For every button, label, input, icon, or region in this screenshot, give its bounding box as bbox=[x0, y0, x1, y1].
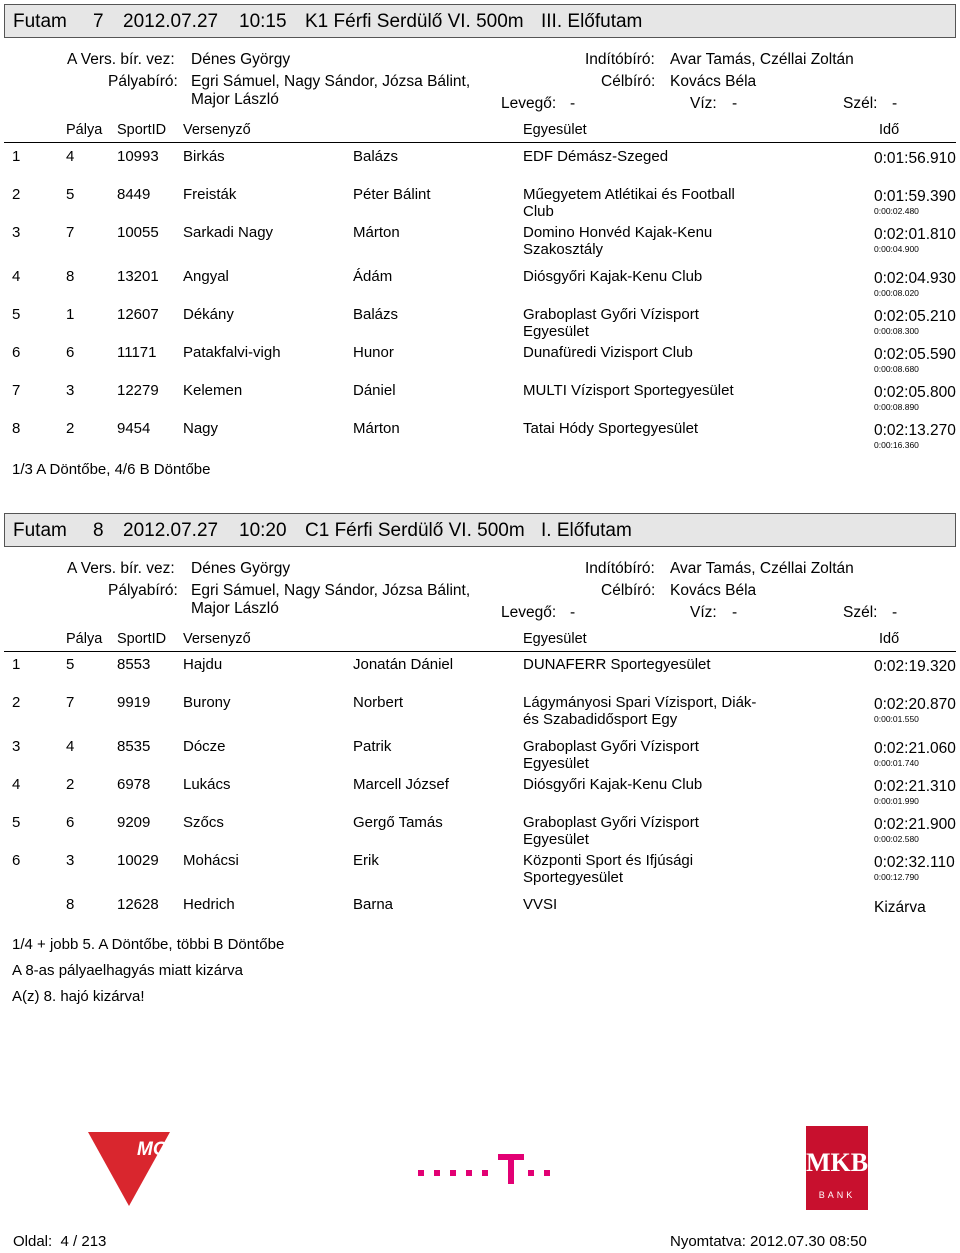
cell-lane: 7 bbox=[66, 694, 75, 711]
cell-place: 4 bbox=[12, 268, 21, 285]
cell-first: Marcell József bbox=[353, 776, 449, 793]
page-number: Oldal: 4 / 213 bbox=[13, 1233, 107, 1250]
cell-id: 10055 bbox=[117, 224, 159, 241]
heat-title-futam: Futam bbox=[13, 520, 67, 541]
column-header-name: Versenyző bbox=[183, 631, 251, 647]
official-finish-label: Célbíró: bbox=[601, 73, 656, 90]
official-starter-name: Avar Tamás, Czéllai Zoltán bbox=[670, 560, 854, 577]
column-header-sportid: SportID bbox=[117, 631, 167, 647]
cell-last: Birkás bbox=[183, 148, 225, 165]
cell-first: Hunor bbox=[353, 344, 394, 361]
table-row bbox=[0, 268, 960, 304]
cell-last: Burony bbox=[183, 694, 231, 711]
heat-header bbox=[4, 513, 956, 547]
heat-title-no: 7 bbox=[93, 11, 104, 32]
cell-time-diff: 0:00:08.680 bbox=[874, 364, 919, 374]
table-row bbox=[0, 148, 960, 184]
cell-last: Angyal bbox=[183, 268, 229, 285]
table-row bbox=[0, 656, 960, 692]
column-header-time: Idő bbox=[879, 631, 900, 647]
heat-note: A(z) 8. hajó kizárva! bbox=[12, 988, 145, 1005]
cell-club: Tatai Hódy Sportegyesület bbox=[523, 420, 699, 437]
cell-place: 2 bbox=[12, 694, 21, 711]
cell-first: Ádám bbox=[353, 268, 393, 285]
mkb-logo bbox=[806, 1126, 868, 1210]
official-course-label: Pályabíró: bbox=[108, 582, 178, 599]
cell-lane: 2 bbox=[66, 776, 75, 793]
cell-last: Szőcs bbox=[183, 814, 224, 831]
cell-place: 5 bbox=[12, 814, 21, 831]
heat-title-event: K1 Férfi Serdülő VI. 500m bbox=[305, 11, 524, 32]
cell-place: 3 bbox=[12, 224, 21, 241]
cell-place: 8 bbox=[12, 420, 21, 437]
official-wind-label: Szél: bbox=[843, 604, 878, 621]
cell-first: Márton bbox=[353, 224, 400, 241]
cell-club: Lágymányosi Spari Vízisport, Diák- és Szabadidősport Egy bbox=[523, 694, 757, 728]
cell-id: 10993 bbox=[117, 148, 159, 165]
cell-last: Dékány bbox=[183, 306, 234, 323]
official-starter-name: Avar Tamás, Czéllai Zoltán bbox=[670, 51, 854, 68]
cell-club: Dunafüredi Vizisport Club bbox=[523, 344, 693, 361]
official-course-line2: Major László bbox=[191, 600, 279, 617]
cell-time-diff: 0:00:16.360 bbox=[874, 440, 919, 450]
cell-lane: 5 bbox=[66, 656, 75, 673]
cell-time-diff: 0:00:04.900 bbox=[874, 244, 919, 254]
official-wind-label: Szél: bbox=[843, 95, 878, 112]
official-air-value: - bbox=[570, 604, 576, 621]
cell-time-diff: 0:00:01.550 bbox=[874, 714, 919, 724]
official-wind-value: - bbox=[892, 604, 898, 621]
official-course-line1: Egri Sámuel, Nagy Sándor, Józsa Bálint, bbox=[191, 73, 471, 90]
official-water-value: - bbox=[732, 604, 738, 621]
cell-time: 0:02:21.900 bbox=[874, 816, 956, 833]
official-finish-name: Kovács Béla bbox=[670, 73, 757, 90]
cell-lane: 8 bbox=[66, 896, 75, 913]
cell-id: 13201 bbox=[117, 268, 159, 285]
official-air-label: Levegő: bbox=[501, 604, 557, 621]
cell-lane: 1 bbox=[66, 306, 75, 323]
table-row bbox=[0, 738, 960, 774]
cell-time: 0:02:05.590 bbox=[874, 346, 956, 363]
heat-note: A 8-as pályaelhagyás miatt kizárva bbox=[12, 962, 243, 979]
cell-id: 11171 bbox=[117, 344, 157, 361]
heat-title-time: 10:20 bbox=[239, 520, 287, 541]
table-row bbox=[0, 420, 960, 456]
cell-club: DUNAFERR Sportegyesület bbox=[523, 656, 711, 673]
cell-time: 0:02:21.310 bbox=[874, 778, 956, 795]
table-row bbox=[0, 852, 960, 888]
table-row bbox=[0, 306, 960, 342]
table-row bbox=[0, 694, 960, 730]
table-row bbox=[0, 224, 960, 260]
mol-logo-text: MOL bbox=[137, 1139, 180, 1160]
cell-club: Diósgyőri Kajak-Kenu Club bbox=[523, 776, 703, 793]
cell-last: Nagy bbox=[183, 420, 219, 437]
official-wind-value: - bbox=[892, 95, 898, 112]
column-header-club: Egyesület bbox=[523, 631, 587, 647]
cell-club: Graboplast Győri Vízisport Egyesület bbox=[523, 738, 699, 772]
heat-note: 1/4 + jobb 5. A Döntőbe, többi B Döntőbe bbox=[12, 936, 285, 953]
heat-title-round: I. Előfutam bbox=[541, 520, 632, 541]
cell-time: 0:02:04.930 bbox=[874, 270, 956, 287]
cell-id: 8449 bbox=[117, 186, 151, 203]
cell-place: 4 bbox=[12, 776, 21, 793]
table-row bbox=[0, 186, 960, 222]
official-chief-label: A Vers. bír. vez: bbox=[67, 560, 175, 577]
official-course-line2: Major László bbox=[191, 91, 279, 108]
cell-last: Sarkadi Nagy bbox=[183, 224, 274, 241]
cell-lane: 8 bbox=[66, 268, 75, 285]
cell-lane: 6 bbox=[66, 814, 75, 831]
print-timestamp: Nyomtatva: 2012.07.30 08:50 bbox=[670, 1233, 867, 1250]
cell-first: Patrik bbox=[353, 738, 392, 755]
cell-time: 0:02:19.320 bbox=[874, 658, 956, 675]
official-starter-label: Indítóbíró: bbox=[585, 560, 655, 577]
cell-lane: 5 bbox=[66, 186, 75, 203]
cell-last: Mohácsi bbox=[183, 852, 239, 869]
column-header-sportid: SportID bbox=[117, 122, 167, 138]
cell-lane: 4 bbox=[66, 738, 75, 755]
cell-place: 1 bbox=[12, 656, 21, 673]
cell-lane: 2 bbox=[66, 420, 75, 437]
official-course-line1: Egri Sámuel, Nagy Sándor, Józsa Bálint, bbox=[191, 582, 471, 599]
official-finish-name: Kovács Béla bbox=[670, 582, 757, 599]
cell-place: 6 bbox=[12, 852, 21, 869]
header-rule bbox=[4, 142, 956, 143]
cell-last: Patakfalvi-vigh bbox=[183, 344, 281, 361]
table-row bbox=[0, 382, 960, 418]
cell-club: Műegyetem Atlétikai és Football Club bbox=[523, 186, 735, 220]
column-header-lane: Pálya bbox=[66, 631, 103, 647]
cell-id: 8553 bbox=[117, 656, 151, 673]
official-chief-label: A Vers. bír. vez: bbox=[67, 51, 175, 68]
cell-club: VVSI bbox=[523, 896, 558, 913]
cell-first: Péter Bálint bbox=[353, 186, 431, 203]
telekom-logo bbox=[410, 1150, 560, 1186]
heat-title-date: 2012.07.27 bbox=[123, 11, 219, 32]
cell-id: 9919 bbox=[117, 694, 151, 711]
cell-first: Gergő Tamás bbox=[353, 814, 443, 831]
cell-club: Graboplast Győri Vízisport Egyesület bbox=[523, 306, 699, 340]
cell-first: Márton bbox=[353, 420, 400, 437]
heat-title-round: III. Előfutam bbox=[541, 11, 643, 32]
header-rule bbox=[4, 651, 956, 652]
cell-time: 0:02:05.800 bbox=[874, 384, 956, 401]
heat-title-event: C1 Férfi Serdülő VI. 500m bbox=[305, 520, 525, 541]
heat-title-no: 8 bbox=[93, 520, 104, 541]
cell-last: Kelemen bbox=[183, 382, 243, 399]
heat-title-futam: Futam bbox=[13, 11, 67, 32]
cell-time: 0:01:59.390 bbox=[874, 188, 956, 205]
cell-id: 9454 bbox=[117, 420, 151, 437]
cell-place: 1 bbox=[12, 148, 21, 165]
cell-lane: 3 bbox=[66, 382, 75, 399]
cell-time: Kizárva bbox=[874, 899, 926, 916]
heat-title-time: 10:15 bbox=[239, 11, 287, 32]
mkb-bank-text: BANK bbox=[818, 1190, 856, 1200]
cell-time-diff: 0:00:02.580 bbox=[874, 834, 919, 844]
cell-time: 0:02:01.810 bbox=[874, 226, 956, 243]
cell-last: Hedrich bbox=[183, 896, 235, 913]
cell-club: MULTI Vízisport Sportegyesület bbox=[523, 382, 734, 399]
cell-id: 8535 bbox=[117, 738, 151, 755]
column-header-name: Versenyző bbox=[183, 122, 251, 138]
official-water-label: Víz: bbox=[690, 604, 717, 621]
cell-time-diff: 0:00:01.990 bbox=[874, 796, 919, 806]
cell-last: Hajdu bbox=[183, 656, 223, 673]
official-water-value: - bbox=[732, 95, 738, 112]
cell-time: 0:02:13.270 bbox=[874, 422, 956, 439]
cell-club: Domino Honvéd Kajak-Kenu Szakosztály bbox=[523, 224, 713, 258]
cell-time: 0:02:20.870 bbox=[874, 696, 956, 713]
official-water-label: Víz: bbox=[690, 95, 717, 112]
cell-id: 9209 bbox=[117, 814, 151, 831]
official-chief-name: Dénes György bbox=[191, 51, 291, 68]
official-finish-label: Célbíró: bbox=[601, 582, 656, 599]
cell-lane: 4 bbox=[66, 148, 75, 165]
cell-last: Freisták bbox=[183, 186, 237, 203]
heat-header bbox=[4, 4, 956, 38]
cell-time-diff: 0:00:12.790 bbox=[874, 872, 919, 882]
cell-time-diff: 0:00:08.020 bbox=[874, 288, 919, 298]
mol-logo bbox=[88, 1132, 180, 1206]
column-header-lane: Pálya bbox=[66, 122, 103, 138]
cell-time-diff: 0:00:01.740 bbox=[874, 758, 919, 768]
cell-time-diff: 0:00:08.890 bbox=[874, 402, 919, 412]
cell-club: Központi Sport és Ifjúsági Sportegyesület bbox=[523, 852, 694, 886]
heat-note: 1/3 A Döntőbe, 4/6 B Döntőbe bbox=[12, 461, 211, 478]
column-header-club: Egyesület bbox=[523, 122, 587, 138]
cell-club: EDF Démász-Szeged bbox=[523, 148, 669, 165]
column-header-time: Idő bbox=[879, 122, 900, 138]
cell-club: Graboplast Győri Vízisport Egyesület bbox=[523, 814, 699, 848]
official-chief-name: Dénes György bbox=[191, 560, 291, 577]
cell-first: Balázs bbox=[353, 148, 399, 165]
cell-lane: 3 bbox=[66, 852, 75, 869]
cell-place: 6 bbox=[12, 344, 21, 361]
heat-title-date: 2012.07.27 bbox=[123, 520, 219, 541]
cell-first: Norbert bbox=[353, 694, 404, 711]
table-row bbox=[0, 344, 960, 380]
official-air-value: - bbox=[570, 95, 576, 112]
cell-club: Diósgyőri Kajak-Kenu Club bbox=[523, 268, 703, 285]
cell-time: 0:02:05.210 bbox=[874, 308, 956, 325]
official-starter-label: Indítóbíró: bbox=[585, 51, 655, 68]
cell-first: Jonatán Dániel bbox=[353, 656, 454, 673]
cell-id: 10029 bbox=[117, 852, 159, 869]
cell-last: Dócze bbox=[183, 738, 226, 755]
cell-last: Lukács bbox=[183, 776, 231, 793]
cell-lane: 6 bbox=[66, 344, 75, 361]
official-course-label: Pályabíró: bbox=[108, 73, 178, 90]
cell-place: 2 bbox=[12, 186, 21, 203]
official-air-label: Levegő: bbox=[501, 95, 557, 112]
table-row bbox=[0, 896, 960, 932]
table-row bbox=[0, 814, 960, 850]
cell-id: 12628 bbox=[117, 896, 159, 913]
cell-place: 7 bbox=[12, 382, 21, 399]
cell-time-diff: 0:00:08.300 bbox=[874, 326, 919, 336]
cell-place: 3 bbox=[12, 738, 21, 755]
cell-id: 6978 bbox=[117, 776, 151, 793]
cell-place: 5 bbox=[12, 306, 21, 323]
cell-first: Dániel bbox=[353, 382, 396, 399]
cell-first: Balázs bbox=[353, 306, 399, 323]
cell-id: 12607 bbox=[117, 306, 159, 323]
cell-first: Barna bbox=[353, 896, 394, 913]
cell-time: 0:02:32.110 bbox=[874, 854, 955, 871]
table-row bbox=[0, 776, 960, 812]
cell-time: 0:01:56.910 bbox=[874, 150, 956, 167]
cell-first: Erik bbox=[353, 852, 379, 869]
cell-lane: 7 bbox=[66, 224, 75, 241]
mkb-logo-text: MKB bbox=[806, 1148, 869, 1177]
cell-id: 12279 bbox=[117, 382, 159, 399]
cell-time-diff: 0:00:02.480 bbox=[874, 206, 919, 216]
cell-time: 0:02:21.060 bbox=[874, 740, 956, 757]
